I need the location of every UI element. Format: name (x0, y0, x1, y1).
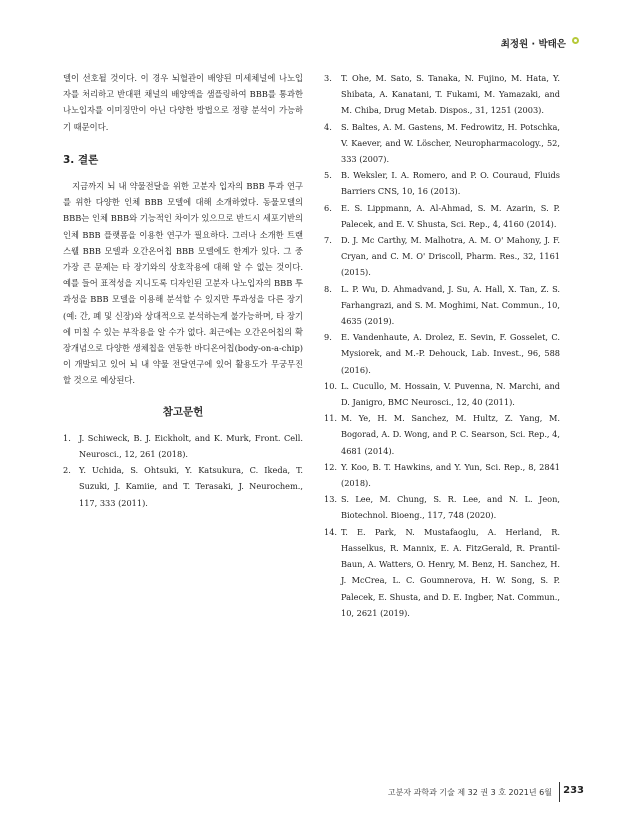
footer-journal: 고분자 과학과 기술 제 32 권 3 호 2021년 6월 (387, 788, 552, 797)
reference-text: S. Baltes, A. M. Gastens, M. Fedrowitz, H. Potschka, V. Kaever, and W. Löscher, Neuropharmacology., 52, 333 (2007). (341, 121, 560, 165)
reference-item (324, 167, 560, 199)
reference-text: S. Lee, M. Chung, S. R. Lee, and N. L. Jeon, Biotechnol. Bioeng., 117, 748 (2020). (341, 494, 560, 521)
reference-number: 4. (324, 121, 332, 132)
header-authors: 최정원 · 박태은 (500, 39, 566, 50)
reference-item (63, 462, 303, 511)
reference-item (324, 329, 560, 378)
reference-number: 9. (324, 332, 332, 343)
footer-divider (559, 782, 560, 802)
intro-paragraph: 델이 선호될 것이다. 이 경우 뇌혈관이 배양된 미세체널에 나노입자를 처리하고 반대편 채널의 배양액을 샘플링하여 BBB를 통과한 나노입자를 이미징만이 아닌 다양한 방법으로 정량 분석이 가능하기 때문이다. (63, 73, 303, 132)
reference-text: E. Vandenhaute, A. Drolez, E. Sevin, F. Gosselet, C. Mysiorek, and M.-P. Dehouck, Lab. Invest., 96, 588 (2016). (341, 332, 560, 375)
reference-number: 1. (63, 432, 71, 443)
reference-item (324, 119, 560, 168)
reference-number: 13. (324, 494, 338, 505)
reference-text: T. Ohe, M. Sato, S. Tanaka, N. Fujino, M. Hata, Y. Shibata, A. Kanatani, T. Fukami, M. Yamazaki, and M. Chiba, Drug Metab. Dispos., 31, 1251 (2003). (341, 73, 560, 116)
left-column (63, 70, 303, 511)
reference-number: 5. (324, 170, 332, 181)
reference-item (324, 459, 560, 491)
reference-number: 11. (324, 413, 338, 424)
reference-number: 6. (324, 202, 332, 213)
right-column (324, 70, 560, 621)
reference-item (324, 410, 560, 459)
reference-item (324, 232, 560, 281)
section-title: 3. 결론 (63, 153, 99, 166)
reference-number: 2. (63, 465, 71, 476)
reference-list-right (324, 70, 560, 621)
reference-item (324, 378, 560, 410)
reference-text: Y. Koo, B. T. Hawkins, and Y. Yun, Sci. Rep., 8, 2841 (2018). (341, 461, 560, 489)
reference-item (324, 70, 560, 119)
references-title: 참고문헌 (162, 405, 204, 418)
reference-list-left (63, 430, 303, 511)
reference-number: 3. (324, 73, 332, 83)
header-circle-icon (572, 37, 579, 44)
reference-item (324, 281, 560, 330)
reference-item (63, 430, 303, 462)
reference-text: T. E. Park, N. Mustafaoglu, A. Herland, R. Hasselkus, R. Mannix, E. A. FitzGerald, R. Prantil-Baun, A. Watters, O. Henry, M. Benz, H. Sanchez, H. J. McCrea, L. C. Goumnerova, H. W. Song, S. P. Palecek, E. Shusta, and D. E. Ingber, Nat. Commun., 10, 2621 (2019). (341, 526, 560, 618)
reference-number: 12. (324, 461, 338, 472)
reference-text: L. Cucullo, M. Hossain, V. Puvenna, N. Marchi, and D. Janigro, BMC Neurosci., 12, 40 (2011). (341, 380, 560, 408)
reference-text: Y. Uchida, S. Ohtsuki, Y. Katsukura, C. Ikeda, T. Suzuki, J. Kamiie, and T. Terasaki, J. Neurochem., 117, 333 (2011). (79, 465, 303, 508)
reference-item (324, 200, 560, 232)
reference-item (324, 524, 560, 621)
conclusion-paragraph: 지금까지 뇌 내 약물전달을 위한 고분자 입자의 BBB 투과 연구를 위한 다양한 인체 BBB 모델에 대해 소개하였다. 동물모델의 BBB는 인체 BBB와 기능적인 차이가 있으므로 반드시 세포기반의 인체 BBB 플랫폼을 이용한 연구가 필요하다. 그러나 소개한 트랜스웰 BBB 모델과 오간온어칩 BBB 모델에도 한계가 있다. 그 중 가장 큰 문제는 타 장기와의 상호작용에 대해 알 수 없는 것이다. 예를 들어 표적성을 지니도록 디자인된 고분자 나노입자의 BBB 투과성을 BBB 모델을 이용해 분석할 수 있지만 투과성을 다른 장기(예: 간, 폐 및 신장)와 상대적으로 분석하는게 불가능하며, 타 장기에 미칠 수 있는 부작용을 알 수가 없다. 최근에는 오간온어칩의 확장개념으로 다양한 생체칩을 연동한 바디온어칩(body-on-a-chip)이 개발되고 있어 뇌 내 약물 전달연구에 있어 활용도가 무궁무진할 것으로 예상된다. (63, 181, 303, 386)
reference-text: D. J. Mc Carthy, M. Malhotra, A. M. O' Mahony, J. F. Cryan, and C. M. O' Driscoll, Pharm. Res., 32, 1161 (2015). (341, 235, 560, 278)
page-number: 233 (563, 785, 584, 796)
reference-text: J. Schiweck, B. J. Eickholt, and K. Murk, Front. Cell. Neurosci., 12, 261 (2018). (79, 432, 303, 460)
reference-number: 7. (324, 235, 332, 246)
reference-text: E. S. Lippmann, A. Al-Ahmad, S. M. Azarin, S. P. Palecek, and E. V. Shusta, Sci. Rep., 4, 4160 (2014). (341, 202, 560, 229)
reference-text: L. P. Wu, D. Ahmadvand, J. Su, A. Hall, X. Tan, Z. S. Farhangrazi, and S. M. Moghimi, Nat. Commun., 10, 4635 (2019). (341, 283, 560, 327)
reference-number: 14. (324, 526, 338, 537)
reference-text: M. Ye, H. M. Sanchez, M. Hultz, Z. Yang, M. Bogorad, A. D. Wong, and P. C. Searson, Sci. Rep., 4, 4681 (2014). (341, 413, 560, 456)
reference-text: B. Weksler, I. A. Romero, and P. O. Couraud, Fluids Barriers CNS, 10, 16 (2013). (341, 170, 560, 197)
reference-number: 10. (324, 380, 338, 391)
reference-number: 8. (324, 283, 332, 294)
reference-item (324, 491, 560, 523)
